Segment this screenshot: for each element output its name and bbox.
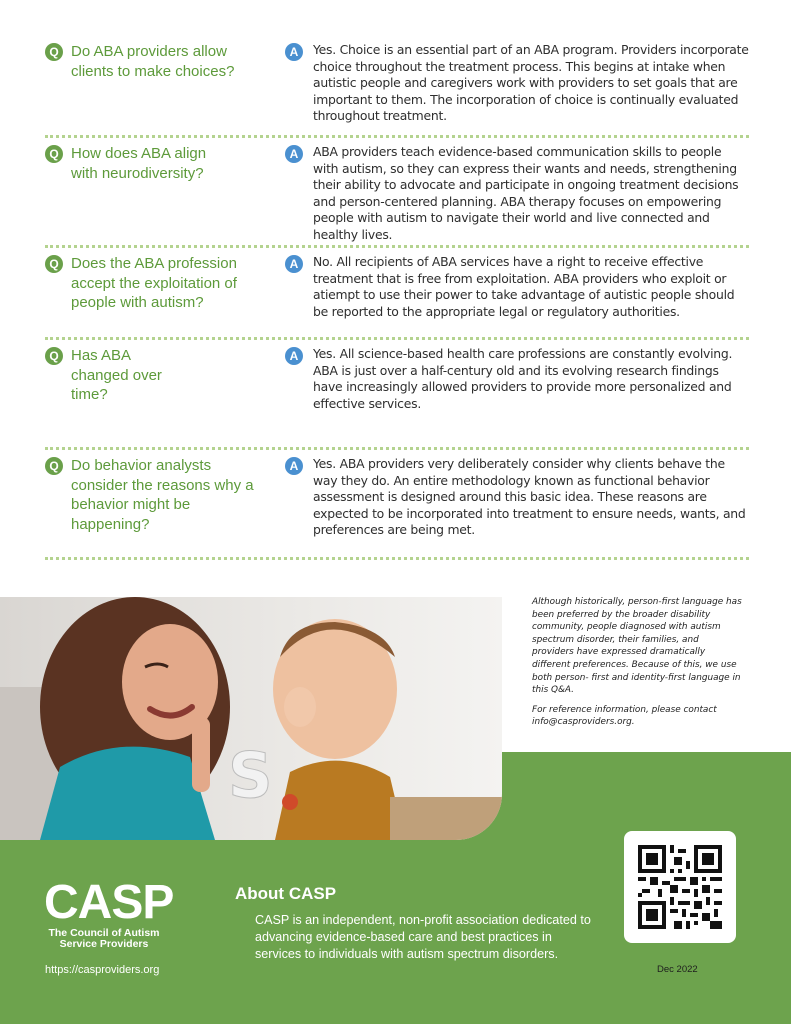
publish-date: Dec 2022 bbox=[657, 964, 698, 975]
question-column bbox=[45, 248, 285, 337]
answer-column bbox=[285, 36, 749, 135]
answer-column bbox=[285, 450, 749, 557]
a-badge-icon: A bbox=[285, 145, 303, 163]
a-badge-icon: A bbox=[285, 255, 303, 273]
a-badge-icon: A bbox=[285, 347, 303, 365]
question-text: Do behavior analysts consider the reasons why a behavior might be happening? bbox=[71, 457, 254, 533]
qa-item bbox=[45, 248, 749, 340]
contact-note-text: For reference information, please contact info@casproviders.org. bbox=[532, 704, 717, 728]
question-column bbox=[45, 450, 285, 557]
a-badge-icon: A bbox=[285, 457, 303, 475]
question-text: Do ABA providers allow clients to make choices? bbox=[71, 43, 235, 80]
answer-column bbox=[285, 138, 749, 245]
logo-wordmark: CASP bbox=[44, 876, 174, 929]
hero-photo bbox=[0, 597, 502, 840]
answer-text: Yes. Choice is an essential part of an ABA program. Providers incorporate choice throughout the treatment process. This begins at intake when autistic people and caregivers work with providers to set goals that are important to them. The incorporation of choice is continually evaluated throughout treatment. bbox=[313, 42, 749, 124]
language-note bbox=[532, 596, 742, 729]
answer-text: No. All recipients of ABA services have a right to receive effective treatment that is free from exploitation. ABA providers who exploit or atiempt to use their power to take advantage of autistic people should be reported to the appropriate legal or regulatory authorities. bbox=[313, 254, 735, 319]
question-text: Does the ABA profession accept the exploitation of people with autism? bbox=[71, 255, 237, 311]
q-badge-icon: Q bbox=[45, 255, 63, 273]
answer-text: ABA providers teach evidence-based communication skills to people with autism, so they can express their wants and needs, strengthening their ability to advocate and participate in ongoing treatment decisions and person-centered planning. ABA therapy focuses on empowering people with autism to navigate their world and live connected and healthy lives. bbox=[313, 144, 739, 242]
qa-item bbox=[45, 138, 749, 248]
answer-text: Yes. All science-based health care professions are constantly evolving. ABA is just over a half-century old and its evolving research findings have increasingly allowed providers to provide more personalized and effective services. bbox=[313, 346, 733, 411]
qa-list bbox=[45, 36, 749, 560]
q-badge-icon: Q bbox=[45, 145, 63, 163]
about-text: CASP is an independent, non-profit association dedicated to advancing evidence-based care and best practices in services to individuals with autism spectrum disorders. bbox=[255, 913, 591, 961]
logo-subtitle: The Council of Autism Service Providers bbox=[48, 927, 160, 950]
qa-item bbox=[45, 340, 749, 450]
language-note-text: Although historically, person-first language has been preferred by the broader disability community, people diagnosed with autism spectrum disorder, their families, and providers have expressed dramatically different preferences. Because of this, we use both person- first and identity-first language in this Q&A. bbox=[532, 597, 742, 696]
qa-item bbox=[45, 36, 749, 138]
photo-illustration bbox=[0, 597, 502, 840]
question-text: How does ABA align with neurodiversity? bbox=[71, 145, 207, 182]
answer-column bbox=[285, 340, 749, 447]
qr-code[interactable] bbox=[624, 831, 736, 943]
qa-item bbox=[45, 450, 749, 560]
question-column bbox=[45, 138, 285, 245]
q-badge-icon: Q bbox=[45, 347, 63, 365]
question-text: Has ABA changed over time? bbox=[71, 347, 162, 403]
casp-logo bbox=[44, 876, 184, 950]
website-link[interactable]: https://casproviders.org bbox=[45, 964, 160, 976]
about-heading: About CASP bbox=[235, 884, 337, 903]
a-badge-icon: A bbox=[285, 43, 303, 61]
question-column bbox=[45, 36, 285, 135]
letter-s-prop: S bbox=[228, 739, 273, 812]
question-column bbox=[45, 340, 285, 447]
answer-text: Yes. ABA providers very deliberately consider why clients behave the way they do. An entire methodology known as functional behavior assessment is designed around this basic idea. These reasons are expected to be incorporated into treatment to ensure needs, wants, and preferences are being met. bbox=[313, 456, 746, 538]
q-badge-icon: Q bbox=[45, 43, 63, 61]
answer-column bbox=[285, 248, 749, 337]
qr-code-icon bbox=[638, 845, 722, 929]
q-badge-icon: Q bbox=[45, 457, 63, 475]
